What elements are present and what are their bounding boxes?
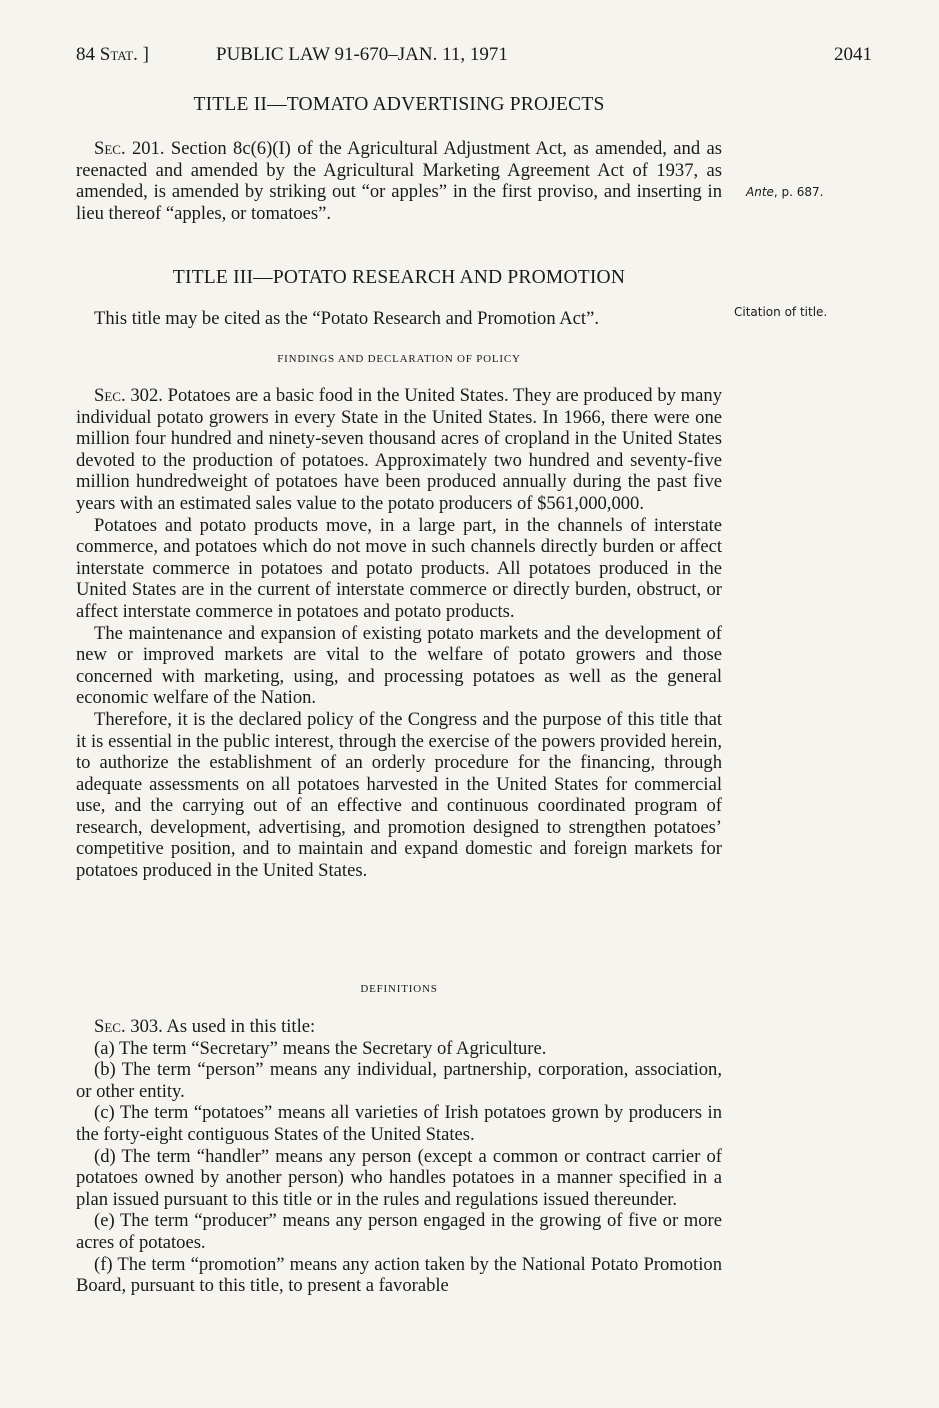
volume-number: 84: [76, 44, 95, 65]
margin-note-ante-page: , p. 687.: [773, 185, 824, 199]
findings-heading: FINDINGS AND DECLARATION OF POLICY: [277, 353, 521, 365]
definitions-heading: DEFINITIONS: [360, 983, 438, 995]
citation-line: [76, 308, 722, 330]
margin-note-ante: [746, 186, 824, 199]
definition-b: (b) The term “person” means any individual, partnership, corporation, association, or other entity.: [76, 1059, 722, 1102]
sec-201-text: 201. Section 8c(6)(I) of the Agricultural Adjustment Act, as amended, and as reenacted and amended by the Agricultural Marketing Agreement Act of 1937, as amended, is amended by striking out “or apples” in the first proviso, and inserting in lieu thereof “apples, or tomatoes”.: [76, 138, 722, 224]
law-title: PUBLIC LAW 91-670–JAN. 11, 1971: [216, 44, 508, 65]
citation-text: This title may be cited as the “Potato Research and Promotion Act”.: [94, 308, 599, 329]
margin-note-ante-word: Ante: [746, 185, 774, 199]
sec-201-label: Sec.: [94, 138, 126, 159]
volume-bracket: ]: [142, 44, 149, 65]
definition-a: (a) The term “Secretary” means the Secretary of Agriculture.: [94, 1037, 547, 1059]
definition-c: (c) The term “potatoes” means all varieties of Irish potatoes grown by producers in the forty-eight contiguous States of the United States.: [76, 1102, 722, 1145]
sec-302-p2: Potatoes and potato products move, in a large part, in the channels of interstate commerce, and potatoes which do not move in such channels directly burden or affect interstate commerce in potatoes and potato products. All potatoes produced in the United States are in the current of interstate commerce or directly burden, obstruct, or affect interstate commerce in potatoes and potato products.: [76, 514, 722, 622]
volume-word: Stat.: [99, 44, 138, 65]
sec-302-p1: 302. Potatoes are a basic food in the United States. They are produced by many individual potato growers in every State in the United States. In 1966, there were one million four hundred and ninety-seven thousand acres of cropland in the United States devoted to the production of potatoes. Approximately two hundred and seventy-five million hundredweight of potatoes have been produced annually during the past five years with an estimated sales value to the potato producers of $561,000,000.: [76, 385, 722, 514]
definition-f: (f) The term “promotion” means any action taken by the National Potato Promotion Board, pursuant to this title, to present a favorable: [76, 1253, 722, 1297]
sec-302-p3: The maintenance and expansion of existing potato markets and the development of new or improved markets are vital to the welfare of potato growers and those concerned with marketing, using, and processing potatoes as well as the general economic welfare of the Nation.: [76, 622, 722, 709]
page-number: 2041: [834, 44, 872, 65]
sec-201: [76, 138, 722, 224]
sec-303: [76, 1016, 722, 1297]
sec-302-p4: Therefore, it is the declared policy of the Congress and the purpose of this title that it is essential in the public interest, through the exercise of the powers provided herein, to authorize the establishment of an orderly procedure for the financing, through adequate assessments on all potatoes harvested in the United States for commercial use, and the carrying out of an effective and continuous coordinated program of research, development, advertising, and promotion designed to strengthen potatoes’ competitive position, and to maintain and expand domestic and foreign markets for potatoes produced in the United States.: [76, 708, 722, 882]
title-ii-heading: TITLE II—TOMATO ADVERTISING PROJECTS: [193, 94, 605, 115]
sec-302-label: Sec.: [94, 385, 126, 406]
margin-note-citation: Citation of title.: [734, 305, 828, 319]
sec-302: [76, 385, 722, 882]
definition-e: (e) The term “producer” means any person engaged in the growing of five or more acres of potatoes.: [76, 1210, 722, 1253]
sec-303-label: Sec.: [94, 1016, 126, 1037]
title-iii-heading: TITLE III—POTATO RESEARCH AND PROMOTION: [172, 267, 626, 288]
definition-d: (d) The term “handler” means any person (except a common or contract carrier of potatoes owned by another person) who handles potatoes in a manner specified in a plan issued pursuant to this title or in the rules and regulations issued thereunder.: [76, 1145, 722, 1210]
page-header: [76, 44, 872, 72]
volume-reference: [76, 44, 149, 66]
sec-303-intro: 303. As used in this title:: [130, 1016, 316, 1037]
